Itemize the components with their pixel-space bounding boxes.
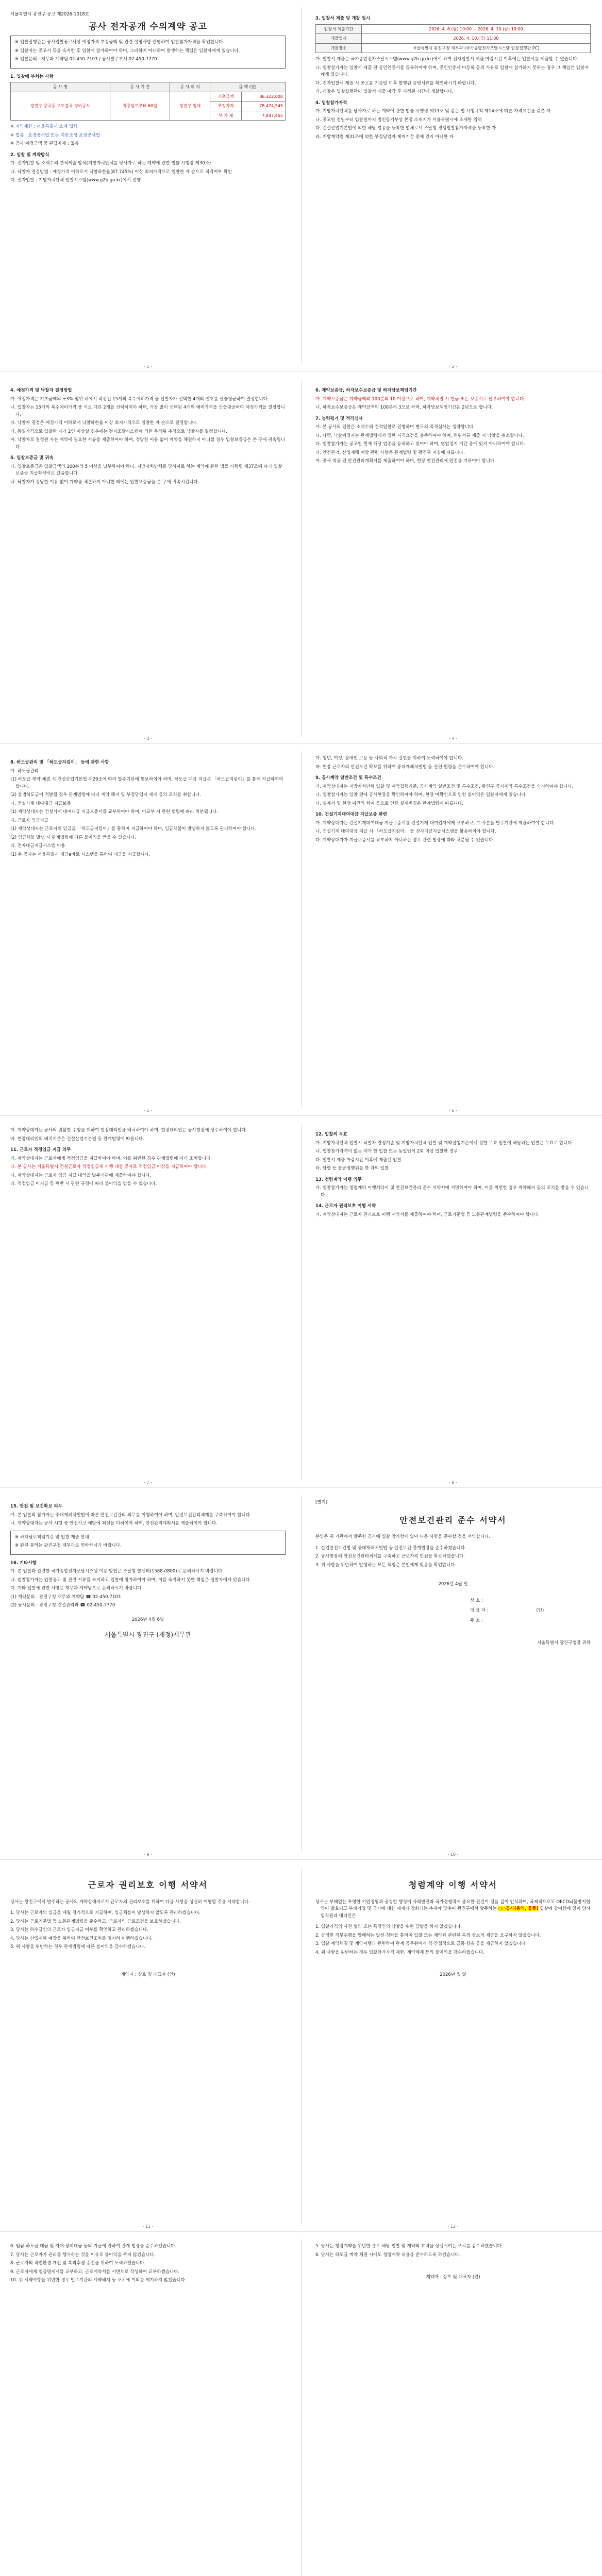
paragraph: (1) 계약문의 : 광진구청 재무과 계약팀 ☎ 02-450-7103 bbox=[10, 1594, 121, 1600]
seal-label: (인) bbox=[536, 1608, 544, 1613]
page-number: - 8 - bbox=[449, 1480, 457, 1485]
table-header: 공 사 명 bbox=[11, 82, 110, 92]
signature-line: 계약자 : 상호 및 대표자 (인) bbox=[426, 2275, 480, 2280]
paragraph: 나. 하자보수보증금은 계약금액의 100분의 3으로 하며, 하자담보책임기간은 2년으로 합니다. bbox=[315, 405, 493, 410]
signature-field-label: 대 표 자 : bbox=[470, 1608, 489, 1613]
section-heading: 8. 하도급관리 및 「하도급지킴이」 등에 관한 사항 bbox=[10, 760, 109, 765]
paragraph: 가. 계약보증금은 계약금액의 100분의 10 이상으로 하며, 계약체결 시 현금 또는 보증서로 납부하여야 합니다. bbox=[315, 396, 525, 402]
paragraph: 다. 입찰참가자는 공고일 현재 해당 업종을 등록하고 있어야 하며, 영업정지 기간 중에 있지 아니하여야 합니다. bbox=[315, 442, 526, 447]
page-number: - 6 - bbox=[449, 1108, 457, 1113]
pledge-item: 10. 위 서약사항을 위반한 경우 발주기관의 계약해지 등 조치에 이의를 제기하지 않겠습니다. bbox=[10, 2278, 187, 2283]
paragraph: 라. 개찰은 입찰집행관이 입찰서 제출 마감 후 지정된 시간에 개찰합니다. bbox=[315, 89, 454, 94]
paragraph: 나. 건설기계 대여대금 지급 시 「하도급지킴이」 등 전자대금지급시스템을 활용하여야 합니다. bbox=[315, 829, 496, 834]
pledge-item: 2. 공사현장의 안전보건관리체계를 구축하고 근로자의 안전을 확보하겠습니다. bbox=[315, 1554, 465, 1559]
document-page bbox=[0, 2232, 602, 2576]
paragraph: 나. 본 공사는 서울특별시 건설근로자 적정임금제 시행 대상 공사로 적정임금 이상을 지급하여야 합니다. bbox=[10, 1164, 208, 1170]
paragraph: 다. 기타 입찰에 관한 사항은 재무과 계약팀으로 문의하시기 바랍니다. bbox=[10, 1586, 143, 1591]
paragraph: (1) 계약상대자는 건설기계 대여대금 지급보증서를 교부하여야 하며, 미교부 시 관련 법령에 따라 처분됩니다. bbox=[10, 809, 218, 815]
amount-label: 추정가격 bbox=[210, 101, 242, 111]
section-heading: 10. 건설기계대여대금 지급보증 관련 bbox=[315, 812, 387, 817]
section-heading: 1. 입찰에 부치는 사항 bbox=[10, 74, 54, 79]
paragraph: 나. 입찰참가자격이 없는 자가 한 입찰 또는 동일인이 2회 이상 입찰한 경우 bbox=[315, 1149, 458, 1154]
paragraph: 다. 입찰서 제출 마감시간 이후에 제출된 입찰 bbox=[315, 1157, 402, 1163]
section-heading: 5. 입찰보증금 및 귀속 bbox=[10, 455, 54, 461]
page-right-column bbox=[315, 2243, 591, 2281]
pledge-date: 2026년 4월 일 bbox=[438, 1582, 468, 1587]
pledge-item: 5. 위 사항을 위반하는 경우 관계법령에 따른 불이익을 감수하겠습니다. bbox=[10, 1944, 146, 1950]
paragraph: 다. 낙찰자 결정은 예정가격 이하로서 낙찰하한율 이상 최저가격으로 입찰한 자 순으로 결정합니다. bbox=[10, 420, 198, 426]
pledge-item: 3. 당사는 하수급인의 근로자 임금지급 여부를 확인하고 관리하겠습니다. bbox=[10, 1927, 148, 1933]
paragraph: 가. 계약상대자는 근로자 권리보호 이행 서약서를 제출하여야 하며, 근로기준법 등 노동관계법령을 준수하여야 합니다. bbox=[315, 1212, 540, 1217]
paragraph: 나. 다만, 낙찰예정자는 관계법령에서 정한 자격요건을 충족하여야 하며, 허위서류 제출 시 낙찰을 취소합니다. bbox=[315, 433, 524, 438]
project-table bbox=[10, 82, 286, 121]
column-divider bbox=[301, 751, 302, 1109]
page-left-column bbox=[10, 383, 286, 487]
page-left-column bbox=[10, 1499, 286, 1639]
schedule-table bbox=[315, 24, 591, 54]
signature-line: 2026년 월 일 bbox=[440, 1972, 466, 1977]
addressee: 서울특별시 광진구청장 귀하 bbox=[537, 1640, 591, 1646]
pledge-item: 9. 근로자에게 임금명세서를 교부하고, 근로계약서를 서면으로 작성하여 교부하겠습니다. bbox=[10, 2269, 180, 2275]
pledge-item: 4. 위 사항을 위반하는 경우 입찰참가자격 제한, 계약해제 등의 불이익을 감수하겠습니다. bbox=[315, 1950, 484, 1955]
notice-line: ※ 입찰집행관은 공사입찰공고서상 예정가격 추정금액 및 관련 설명사항 반영하여 입찰참가자격을 확인합니다. bbox=[15, 40, 225, 45]
paragraph: 다. 건설산업기본법에 의한 해당 업종을 등록한 업체로서 조달청 경쟁입찰참가자격을 등록한 자 bbox=[315, 126, 496, 131]
column-divider bbox=[301, 1495, 302, 1853]
paragraph: (1) 계약상대자는 근로자의 임금을 「하도급지킴이」를 통하여 지급하여야 하며, 임금체불이 발생하지 않도록 관리하여야 합니다. bbox=[10, 826, 257, 832]
page-number: - 9 - bbox=[144, 1852, 152, 1857]
page-right-column bbox=[315, 1871, 591, 1979]
signature-field: 주 소 : bbox=[470, 1618, 483, 1623]
page-left-column bbox=[10, 11, 286, 186]
section-heading: 14. 근로자 권리보호 이행 서약 bbox=[315, 1204, 376, 1209]
pledge-item: 3. 입찰·계약체결 및 계약이행과 관련하여 관계 공무원에게 직·간접적으로 금품·향응 등을 제공하지 않겠습니다. bbox=[315, 1941, 527, 1946]
page-left-column bbox=[10, 1127, 286, 1190]
paragraph: 가. 본 입찰과 관련한 국가종합전자조달시스템 이용 방법은 조달청 콜센터(1588-0800)로 문의하시기 바랍니다. bbox=[10, 1569, 224, 1574]
section-heading: 13. 청렴계약 이행 의무 bbox=[315, 1177, 362, 1182]
form-title: 청렴계약 이행 서약서 bbox=[408, 1880, 498, 1890]
column-divider bbox=[301, 7, 302, 365]
amount-value: 86,322,000 bbox=[242, 92, 286, 101]
paragraph: 가. 입찰보증금은 입찰금액의 100분의 5 이상을 납부하여야 하나, 지방자치단체를 당사자로 하는 계약에 관한 법률 시행령 제37조에 따라 입찰보증금 지급확약서로 갈음합니다. bbox=[10, 464, 282, 476]
paragraph: 나. 입찰자는 15개의 복수예비가격 중 서로 다른 2개를 선택하여야 하며, 가장 많이 선택된 4개의 예비가격을 산술평균하여 예정가격을 결정합니다. bbox=[10, 405, 285, 417]
section-heading: 12. 입찰의 무효 bbox=[315, 1132, 348, 1137]
page-number: - 10 - bbox=[447, 1852, 459, 1857]
pledge-item: 7. 당사는 근로자가 권리를 행사하는 것을 이유로 불이익을 주지 않겠습니다. bbox=[10, 2252, 156, 2258]
amount-value: 78,474,545 bbox=[242, 101, 286, 111]
page-left-column bbox=[10, 1871, 286, 1978]
paragraph: 나. 낙찰자 결정방법 : 예정가격 이하로서 낙찰하한율(87.745%) 이상 최저가격으로 입찰한 자 순으로 적격여부 확인 bbox=[10, 169, 232, 175]
paragraph: 다. 계약상대자는 근로자 임금 지급 내역을 발주기관에 제출하여야 합니다. bbox=[10, 1173, 152, 1178]
paragraph: (2) 공사문의 : 광진구청 건설관리과 ☎ 02-450-7770 bbox=[10, 1603, 115, 1608]
form-title: 근로자 권리보호 이행 서약서 bbox=[88, 1880, 208, 1890]
section-heading: 15. 안전 및 보건확보 의무 bbox=[10, 1504, 62, 1509]
page-number: - 12 - bbox=[447, 2224, 459, 2229]
table-header: 공 사 기 간 bbox=[110, 82, 170, 92]
notice-line: ※ 입찰문의 : 재무과 계약팀 02-450-7103 / 공사발주부서 02-450-7770 bbox=[15, 57, 157, 62]
paragraph: 바. 현장대리인의 배치기준은 건설산업기본법 등 관계법령에 따릅니다. bbox=[10, 1136, 144, 1142]
notice-line: ※ 하자담보책임기간 및 입찰 제출 안내 bbox=[15, 1534, 89, 1540]
notice-line: ※ 관련 문의는 광진구청 재무과로 연락하시기 바랍니다. bbox=[15, 1543, 122, 1548]
schedule-value: 서울특별시 광진구청 재무과 (국가종합전자조달시스템 입찰집행관 PC) bbox=[362, 43, 591, 53]
paragraph: 다. 설계서 및 현장 여건의 차이 등으로 인한 설계변경은 관계법령에 따릅니다. bbox=[315, 801, 463, 806]
section-heading: 4. 예정가격 및 낙찰자 결정방법 bbox=[10, 388, 72, 393]
pledge-item: 6. 당사는 하도급 계약 체결 시에도 청렴계약 내용을 준수하도록 하겠습니다. bbox=[315, 2252, 461, 2258]
schedule-label: 입찰서 제출기간 bbox=[316, 24, 362, 34]
paragraph: 라. 동일가격으로 입찰한 자가 2인 이상일 경우에는 전자조달시스템에 의한 무작위 추첨으로 낙찰자를 결정합니다. bbox=[10, 429, 227, 434]
note-line: ※ 업종 : 포장공사업 또는 지반조성·포장공사업 bbox=[10, 132, 100, 138]
paragraph: 나. 계약상대자는 공사 시행 중 안전사고 예방에 최선을 다하여야 하며, 안전관리계획서를 제출하여야 합니다. bbox=[10, 1521, 218, 1526]
pledge-item: 6. 임금·하도급 대금 및 자재·장비대금 등의 지급에 관하여 관계 법령을 준수하겠습니다. bbox=[10, 2244, 177, 2249]
document-page bbox=[0, 372, 602, 744]
paragraph: 나. 입찰참가자는 입찰서 제출 전 공인인증서를 등록하여야 하며, 공인인증서 미등록 등의 사유로 입찰에 참가하지 못하는 경우 그 책임은 입찰자에게 있습니다. bbox=[315, 65, 589, 77]
paragraph: 가. 계약상대자는 건설기계대여대금 지급보증서를 건설기계 대여업자에게 교부하고, 그 사본을 발주기관에 제출하여야 합니다. bbox=[315, 820, 555, 826]
page-number: - 2 - bbox=[449, 364, 457, 369]
paragraph: 다. 계약상대자가 지급보증서를 교부하지 아니하는 경우 관련 법령에 따라 처분될 수 있습니다. bbox=[315, 837, 495, 843]
schedule-value: 2026. 4. 10.(금) 11:00 bbox=[362, 34, 591, 44]
page-right-column bbox=[315, 1127, 591, 1220]
paragraph: 가. 입찰서 제출은 국가종합전자조달시스템(www.g2b.go.kr)에서 하며 전자입찰서 제출 마감시간 이후에는 입찰서를 제출할 수 없습니다. bbox=[315, 57, 579, 62]
document-page bbox=[0, 0, 602, 372]
page-number: - 4 - bbox=[449, 736, 457, 741]
signature-field bbox=[470, 1607, 591, 1615]
paragraph: (2) 임금체불 발생 시 관계법령에 따른 불이익을 받을 수 있습니다. bbox=[10, 835, 137, 840]
paragraph: 라. 전자대금지급시스템 이용 bbox=[10, 843, 65, 849]
paragraph: 나. 건설기계 대여대금 지급보증 bbox=[10, 801, 71, 806]
intro-text: 입찰에 참여함에 있어 당사 임직원과 대리인은 bbox=[321, 1906, 591, 1919]
section-heading: 11. 근로자 적정임금 지급 의무 bbox=[10, 1147, 71, 1153]
section-heading: 16. 기타사항 bbox=[10, 1560, 37, 1566]
paragraph: 가. 본 입찰의 참가자는 중대재해처벌법에 따른 안전보건관리 의무를 이행하여야 하며, 안전보건관리체계를 구축하여야 합니다. bbox=[10, 1512, 252, 1518]
table-cell: 착공일로부터 60일 bbox=[110, 92, 170, 121]
paragraph: 가. 본 공사의 입찰은 소액수의 견적입찰로 진행하며 별도의 적격심사는 생략합니다. bbox=[315, 425, 475, 430]
paragraph: 본인은 귀 기관에서 발주한 공사에 입찰 참가함에 있어 다음 사항을 준수할 것을 서약합니다. bbox=[315, 1534, 490, 1539]
paragraph: 라. 지방계약법 제31조에 의한 부정당업자 제재기간 중에 있지 아니한 자 bbox=[315, 134, 454, 140]
amount-value: 7,847,455 bbox=[242, 111, 286, 121]
paragraph: 가. 계약상대자는 지방자치단체 입찰 및 계약집행기준, 공사계약 일반조건 및 특수조건, 광진구 공사계약 특수조건을 숙지하여야 합니다. bbox=[315, 784, 574, 789]
pledge-item: 5. 당사는 청렴계약을 위반한 경우 해당 입찰 및 계약의 효력을 상실시키는 조치를 감수하겠습니다. bbox=[315, 2244, 503, 2249]
page-number: - 7 - bbox=[144, 1480, 152, 1485]
page-number: - 1 - bbox=[144, 364, 152, 369]
column-divider bbox=[301, 1867, 302, 2225]
paragraph: 나. 공고일 전일부터 입찰일까지 법인등기부상 본점 소재지가 서울특별시에 소재한 업체 bbox=[315, 117, 482, 123]
paragraph: 라. 담합 등 불공정행위를 한 자의 입찰 bbox=[315, 1166, 389, 1171]
column-divider bbox=[301, 1123, 302, 1481]
issuing-agency: 서울특별시 광진구 (재정)재무관 bbox=[105, 1631, 191, 1638]
paragraph: 마. 낙찰자로 결정된 자는 계약에 필요한 서류를 제출하여야 하며, 정당한 이유 없이 계약을 체결하지 아니할 경우 입찰보증금은 본 구에 귀속됩니다. bbox=[10, 437, 285, 450]
page-number: - 5 - bbox=[144, 1108, 152, 1113]
column-divider bbox=[301, 2239, 302, 2576]
table-cell: 광진구 일대 bbox=[170, 92, 210, 121]
schedule-label: 개찰장소 bbox=[316, 43, 362, 53]
paragraph bbox=[315, 1899, 591, 1920]
document-title: 공사 전자공개 수의계약 공고 bbox=[89, 21, 207, 32]
pledge-item: 3. 위 사항을 위반하여 발생하는 모든 책임은 본인에게 있음을 확인합니다. bbox=[315, 1562, 457, 1568]
pledge-item: 1. 당사는 근로자의 임금을 매월 정기적으로 지급하며, 임금체불이 발생하지 않도록 관리하겠습니다. bbox=[10, 1910, 200, 1916]
form-number: [별지] bbox=[315, 1500, 328, 1505]
paragraph: 나. 입찰참가자는 입찰 전에 공사현장을 확인하여야 하며, 현장 미확인으로 인한 불이익은 입찰자에게 있습니다. bbox=[315, 792, 527, 798]
page-right-column bbox=[315, 383, 591, 467]
document-page bbox=[0, 1860, 602, 2232]
amount-label: 부 가 세 bbox=[210, 111, 242, 121]
paragraph: 가. 지방자치단체 입찰시 낙찰자 결정기준 및 지방자치단체 입찰 및 계약집행기준에서 정한 무효 입찰에 해당하는 입찰은 무효로 합니다. bbox=[315, 1140, 574, 1146]
paragraph: 마. 계약상대자는 공사의 원활한 수행을 위하여 현장대리인을 배치하여야 하며, 현장대리인은 공사현장에 상주하여야 합니다. bbox=[10, 1128, 247, 1133]
paragraph: 마. 공사 착공 전 안전관리계획서를 제출하여야 하며, 현장 안전관리에 만전을 기하여야 합니다. bbox=[315, 459, 496, 464]
section-heading: 4. 입찰참가자격 bbox=[315, 100, 347, 106]
paragraph: 가. 전자입찰 및 소액수의 견적제출 방식(지방자치단체를 당사자로 하는 계약에 관한 법률 시행령 제30조) bbox=[10, 161, 211, 166]
pledge-item: 1. 산업안전보건법 및 중대재해처벌법 등 안전보건 관계법령을 준수하겠습니다. bbox=[315, 1545, 466, 1551]
table-header: 금 액 (원) bbox=[210, 82, 285, 92]
paragraph: 다. 전자입찰서 제출 시 공고문 기준일 이후 발행된 증빙서류를 확인하시기 바랍니다. bbox=[315, 80, 476, 86]
pledge-item: 1. 입찰가격의 사전 협의 또는 특정인의 낙찰을 위한 담합을 하지 않겠습니다. bbox=[315, 1924, 462, 1929]
paragraph: 가. 지방자치단체를 당사자로 하는 계약에 관한 법률 시행령 제13조 및 같은 법 시행규칙 제14조에 따른 자격요건을 갖춘 자 bbox=[315, 109, 551, 114]
document-page bbox=[0, 1488, 602, 1860]
paragraph: 나. 입찰참가자는 입찰공고 및 관련 서류를 숙지하고 입찰에 참가하여야 하며, 이를 숙지하지 못한 책임은 입찰자에게 있습니다. bbox=[10, 1577, 252, 1583]
notice-line: ※ 입찰자는 공고서 등을 숙지한 후 입찰에 참가하여야 하며, 그러하지 아니하여 발생하는 책임은 입찰자에게 있습니다. bbox=[15, 48, 240, 54]
signature-line: 계약자 : 상호 및 대표자 (인) bbox=[121, 1972, 175, 1977]
schedule-value: 2026. 4. 6.(월) 10:00 ~ 2026. 4. 10.(금) 10:00 bbox=[362, 24, 591, 34]
paragraph: 다. 근로자 임금지급 bbox=[10, 818, 48, 823]
paragraph: (1) 하도급 계약 체결 시 건설산업기본법 제29조에 따라 발주기관에 통보하여야 하며, 하도급 대금 지급은 「하도급지킴이」를 통해 지급하여야 합니다. bbox=[10, 777, 283, 789]
page-number: - 11 - bbox=[142, 2224, 154, 2229]
page-left-column bbox=[10, 755, 286, 860]
page-number: - 3 - bbox=[144, 736, 152, 741]
page-right-column bbox=[315, 755, 591, 845]
paragraph: 가. 계약상대자는 근로자에게 적정임금을 지급하여야 하며, 이를 위반한 경우 관계법령에 따라 조치합니다. bbox=[10, 1156, 212, 1161]
paragraph: 라. 안전관리, 산업재해 예방 관련 사항은 관계법령 및 광진구 지침에 따릅니다. bbox=[315, 450, 465, 455]
section-heading: 9. 공사계약 일반조건 및 특수조건 bbox=[315, 775, 381, 781]
paragraph: (1) 본 공사는 서울특별시 대금e바로 시스템을 통하여 대금을 지급합니다. bbox=[10, 852, 150, 857]
paragraph: 가. 하도급관리 bbox=[10, 768, 39, 774]
schedule-label: 개찰일시 bbox=[316, 34, 362, 44]
pledge-item: 2. 공정한 직무수행을 방해하는 알선·청탁을 통하여 입찰 또는 계약과 관련된 특정 정보의 제공을 요구하지 않겠습니다. bbox=[315, 1933, 541, 1938]
paragraph: 다. 전자입찰 : 지방자치단체 입찰시스템(www.g2b.go.kr)에서 진행 bbox=[10, 178, 141, 183]
note-line: ※ 지역제한 : 서울특별시 소재 업체 bbox=[10, 124, 78, 129]
pledge-item: 4. 당사는 산업재해 예방을 위하여 안전보건조치를 철저히 이행하겠습니다. bbox=[10, 1936, 153, 1941]
amount-label: 기초금액 bbox=[210, 92, 242, 101]
document-page bbox=[0, 744, 602, 1116]
signature-field: 상 호 : bbox=[470, 1598, 483, 1603]
paragraph: 마. 청년, 여성, 장애인 고용 등 사회적 가치 실현을 위하여 노력하여야 합니다. bbox=[315, 756, 463, 761]
highlighted-project-name: ○○공사(용역, 물품) bbox=[498, 1906, 539, 1911]
page-left-column bbox=[10, 2243, 286, 2286]
paragraph: 가. 입찰참가자는 청렴계약 이행서약서 및 안전보건관리 준수 서약서에 서명하여야 하며, 이를 위반한 경우 계약해지 등의 조치를 받을 수 있습니다. bbox=[315, 1185, 589, 1198]
table-cell: 광진구 중곡동 보도블록 정비공사 bbox=[11, 92, 110, 121]
paragraph: 가. 예정가격은 기초금액의 ±3% 범위 내에서 작성된 15개의 복수예비가격 중 입찰자가 선택한 4개의 번호를 산술평균하여 결정합니다. bbox=[10, 396, 269, 402]
notice-box bbox=[10, 1531, 286, 1555]
paragraph: 라. 적정임금 미지급 등 위반 시 관련 규정에 따라 불이익을 받을 수 있습니다. bbox=[10, 1181, 157, 1187]
section-heading: 2. 입찰 및 계약방식 bbox=[10, 152, 49, 158]
table-header: 공 사 위 치 bbox=[170, 82, 210, 92]
page-right-column bbox=[315, 1499, 591, 1647]
document-page bbox=[0, 1116, 602, 1488]
section-heading: 7. 능력평가 및 적격심사 bbox=[315, 416, 363, 421]
section-heading: 6. 계약보증금, 하자보수보증금 및 하자담보책임기간 bbox=[315, 388, 417, 393]
notice-date: 2026년 4월 6일 bbox=[131, 1617, 164, 1622]
notice-number: 서울특별시 광진구 공고 제2026-1018호 bbox=[10, 12, 89, 17]
paragraph: 나. 낙찰자가 정당한 이유 없이 계약을 체결하지 아니한 때에는 입찰보증금을 본 구에 귀속시킵니다. bbox=[10, 479, 199, 485]
pledge-item: 2. 당사는 근로기준법 등 노동관계법령을 준수하고, 근로자의 근로조건을 보호하겠습니다. bbox=[10, 1919, 181, 1924]
page-right-column bbox=[315, 11, 591, 142]
section-heading: 3. 입찰서 제출 및 개찰 일시 bbox=[315, 16, 371, 21]
paragraph: 당사는 광진구에서 발주하는 공사의 계약상대자로서 근로자의 권리보호를 위하여 다음 사항을 성실히 이행할 것을 서약합니다. bbox=[10, 1899, 250, 1905]
note-line: ※ 공사 예정금액 중 관급자재 : 없음 bbox=[10, 141, 79, 146]
column-divider bbox=[301, 379, 302, 737]
paragraph: (2) 불법하도급이 적발될 경우 관계법령에 따라 계약 해지 및 부정당업자 제재 등의 조치를 취합니다. bbox=[10, 792, 202, 798]
form-title: 안전보건관리 준수 서약서 bbox=[399, 1515, 507, 1525]
pledge-item: 8. 근로자의 작업환경 개선 및 복리후생 증진을 위하여 노력하겠습니다. bbox=[10, 2261, 146, 2266]
notice-box bbox=[10, 36, 286, 69]
intro-text: 당사는 부패없는 투명한 기업경영과 공정한 행정이 사회발전과 국가경쟁력에 중요한 관건이 됨을 깊이 인식하며, 국제적으로도 OECD뇌물방지협약이 발효되고 부패기업 및 국가에 대한 제재가 강화되는 추세에 맞추어 광진구에서 발주하는 bbox=[315, 1899, 591, 1911]
paragraph: 바. 현장 근로자의 안전보건 확보를 위하여 중대재해처벌법 등 관련 법령을 준수하여야 합니다. bbox=[315, 764, 495, 770]
